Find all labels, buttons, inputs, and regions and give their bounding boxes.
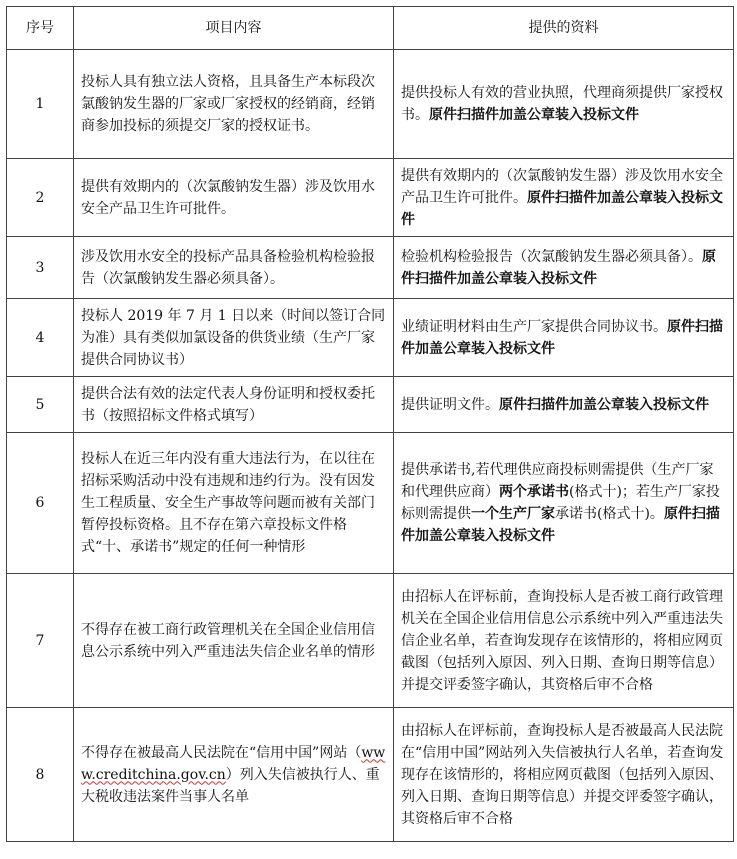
- material-cell: 由招标人在评标前，查询投标人是否被最高人民法院在“信用中国”网站列入失信被执行人名单，若查询发现存在该情形的，将相应网页截图（包括列入原因、列入日期、查询日期等信息）并提交评委签字确认，其资格后审不合格: [394, 708, 734, 842]
- material-text: 承诺书(格式十)。: [555, 506, 664, 522]
- material-bold-text: 原件扫描件加盖公章装入投标文件: [401, 189, 723, 228]
- header-material: 提供的资料: [394, 7, 734, 50]
- material-bold-text: 两个承诺书: [499, 484, 569, 500]
- row-number: 3: [7, 237, 74, 299]
- requirement-cell: 涉及饮用水安全的投标产品具备检验机构检验报告（次氯酸钠发生器必须具备）。: [74, 237, 394, 299]
- material-text: 提供证明文件。: [401, 396, 499, 413]
- table-row: [7, 237, 734, 299]
- row-number: 2: [7, 159, 74, 237]
- row-number: 7: [7, 574, 74, 708]
- table-row: [7, 50, 734, 159]
- row-number: 5: [7, 377, 74, 433]
- header-no: 序号: [7, 7, 74, 50]
- material-bold-text: 一个生产厂家: [471, 506, 555, 522]
- requirement-cell: 投标人 2019 年 7 月 1 日以来（时间以签订合同为准）具有类似加氯设备的供货业绩（生产厂家提供合同协议书）: [74, 299, 394, 377]
- material-cell: 由招标人在评标前，查询投标人是否被工商行政管理机关在全国企业信用信息公示系统中列入严重违法失信企业名单，若查询发现存在该情形的，将相应网页截图（包括列入原因、列入日期、查询日期等信息）并提交评委签字确认，其资格后审不合格: [394, 574, 734, 708]
- material-cell: [394, 159, 734, 237]
- material-cell: [394, 50, 734, 159]
- requirement-cell: 投标人具有独立法人资格，且具备生产本标段次氯酸钠发生器的厂家或厂家授权的经销商，经销商参加投标的须提交厂家的授权证书。: [74, 50, 394, 159]
- material-cell: [394, 237, 734, 299]
- requirements-table: [6, 6, 734, 842]
- row-number: 4: [7, 299, 74, 377]
- material-cell: [394, 299, 734, 377]
- table-header-row: [7, 7, 734, 50]
- table-row: [7, 159, 734, 237]
- material-bold-text: 原件扫描件加盖公章装入投标文件: [499, 396, 709, 413]
- table-row: [7, 377, 734, 433]
- requirement-cell: 提供合法有效的法定代表人身份证明和授权委托书（按照招标文件格式填写）: [74, 377, 394, 433]
- requirement-cell: 不得存在被工商行政管理机关在全国企业信用信息公示系统中列入严重违法失信企业名单的情形: [74, 574, 394, 708]
- material-cell: [394, 433, 734, 574]
- material-text: 提供承诺书,若代理供应商投标则需提供（生产厂家和代理供应商）: [401, 462, 714, 500]
- material-text: 提供投标人有效的营业执照，代理商须提供厂家授权书。: [401, 85, 723, 123]
- row-number: 8: [7, 708, 74, 842]
- material-text: (格式十)；若生产厂家投标则需提供: [401, 484, 720, 522]
- material-cell: [394, 377, 734, 433]
- requirement-text: 不得存在被最高人民法院在“信用中国”网站（: [81, 744, 362, 761]
- table-row: [7, 299, 734, 377]
- material-text: 检验机构检验报告（次氯酸钠发生器必须具备）。: [401, 248, 702, 265]
- website-url: www.creditchina.gov.cn: [81, 744, 386, 783]
- material-bold-text: 原件扫描件加盖公章装入投标文件: [401, 506, 720, 544]
- material-text: 提供有效期内的（次氯酸钠发生器）涉及饮用水安全产品卫生许可批件。: [401, 167, 723, 206]
- requirement-text: ）列入失信被执行人、重大税收违法案件当事人名单: [81, 766, 380, 805]
- requirement-cell: 投标人在近三年内没有重大违法行为，在以往在招标采购活动中没有违规和违约行为。没有因发生工程质量、安全生产事故等问题而被有关部门暂停投标资格。且不存在第六章投标文件格式“十、承诺书”规定的任何一种情形: [74, 433, 394, 574]
- material-text: 业绩证明材料由生产厂家提供合同协议书。: [401, 318, 667, 335]
- row-number: 6: [7, 433, 74, 574]
- table-row: [7, 574, 734, 708]
- header-requirement: 项目内容: [74, 7, 394, 50]
- row-number: 1: [7, 50, 74, 159]
- requirement-cell: [74, 708, 394, 842]
- material-bold-text: 原件扫描件加盖公章装入投标文件: [429, 107, 639, 123]
- table-row: [7, 708, 734, 842]
- requirement-cell: 提供有效期内的（次氯酸钠发生器）涉及饮用水安全产品卫生许可批件。: [74, 159, 394, 237]
- material-bold-text: 原件扫描件加盖公章装入投标文件: [401, 318, 723, 357]
- table-row: [7, 433, 734, 574]
- material-bold-text: 原件扫描件加盖公章装入投标文件: [401, 248, 716, 287]
